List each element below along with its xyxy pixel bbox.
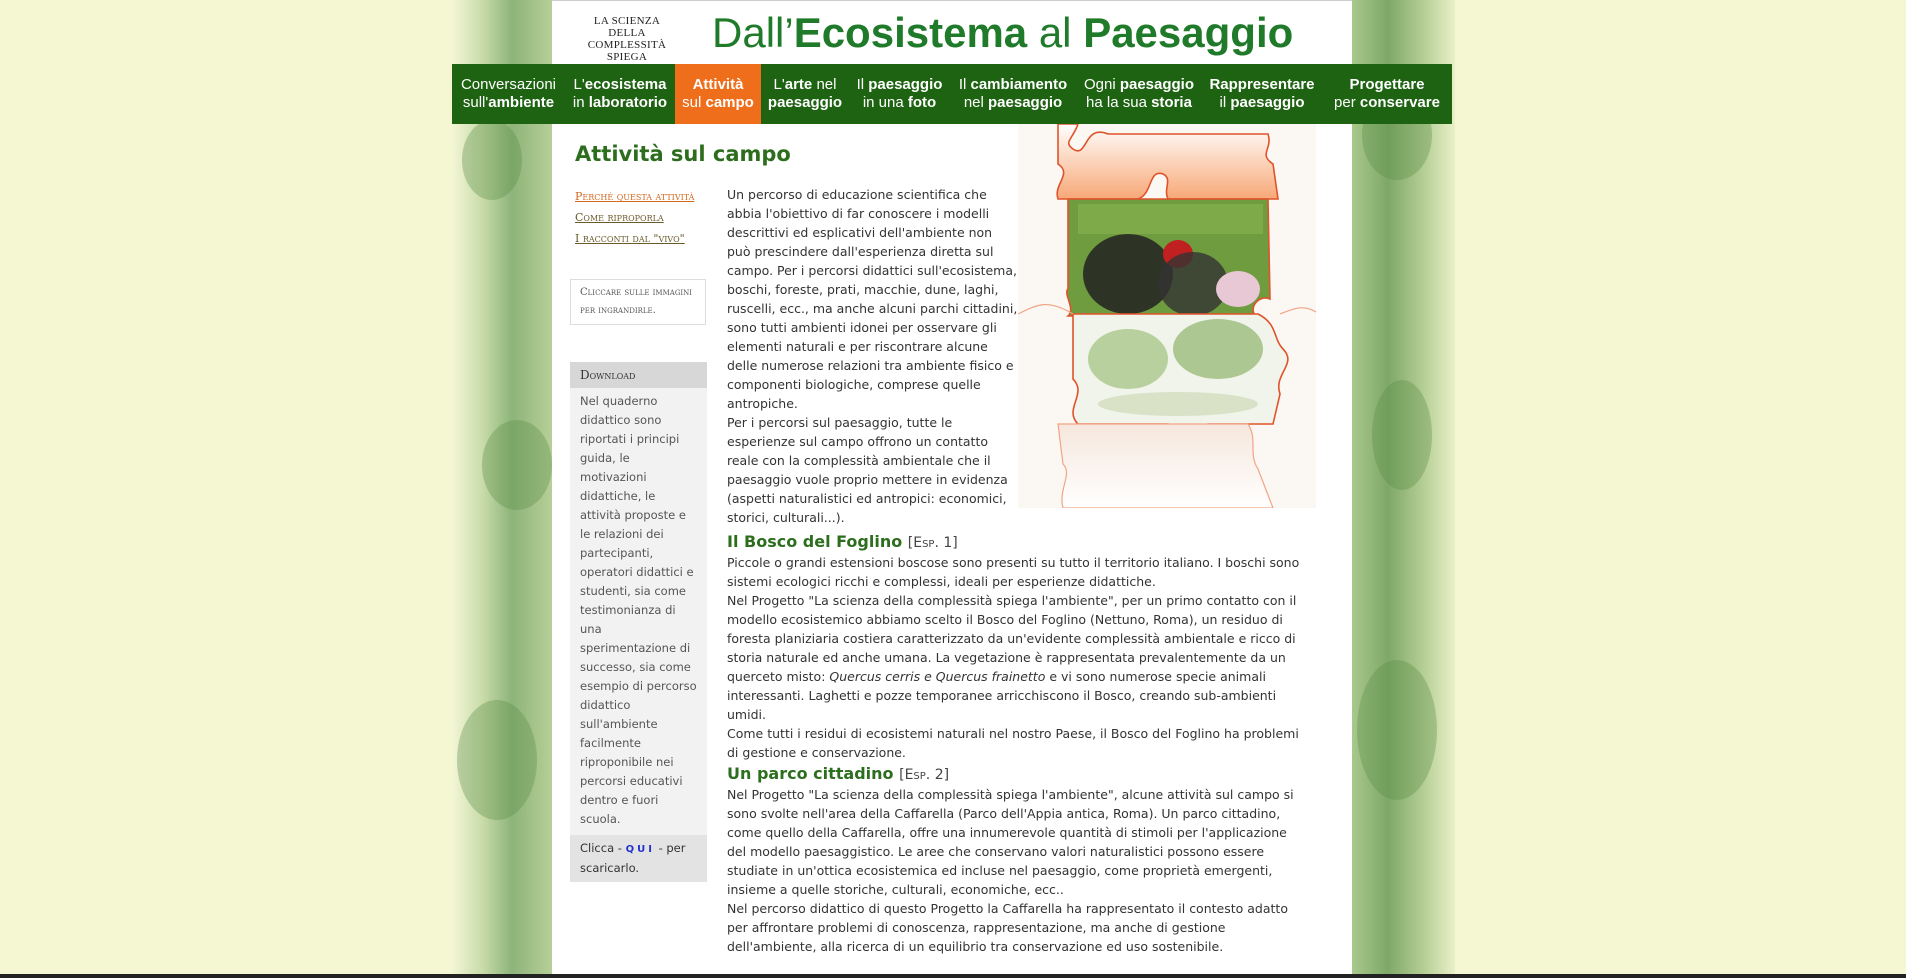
logo-line: SPIEGA: [606, 51, 648, 63]
puzzle-piece-bottom: [1058, 424, 1273, 508]
intro-paragraph: Un percorso di educazione scientifica che abbia l'obiettivo di far conoscere i modelli descrittivi ed esplicativi dell'ambiente non può prescindere dall'esperienza diretta sul campo. Per i percorsi didattici sull'ecosistema, boschi, foreste, prati, macchie, dune, laghi, ruscelli, ecc., ma anche alcuni parchi cittadini, sono tutti ambienti idonei per osservare gli elementi naturali e per riscontrare alcune delle numerose relazioni tra ambiente fisico e componenti biologiche, comprese quelle antropiche.: [727, 187, 1018, 411]
left-background-decoration: [452, 0, 555, 978]
section-text: e vi sono numerose specie animali interessanti. Laghetti e pozze temporanee arricchiscono il Bosco, creando sub-ambienti umidi.: [727, 669, 1277, 722]
nav-label-bold: cambiamento: [970, 76, 1068, 93]
download-box: [570, 362, 707, 882]
section-paragraph: Come tutti i residui di ecosistemi naturali nel nostro Paese, il Bosco del Foglino ha problemi di gestione e conservazione.: [727, 726, 1299, 760]
section-title: Il Bosco del Foglino: [727, 532, 903, 551]
nav-label: in: [572, 94, 589, 111]
nav-label: il: [1219, 94, 1231, 111]
nav-item-storia[interactable]: [1076, 64, 1202, 124]
site-title-part: Paesaggio: [1083, 9, 1294, 56]
bottom-edge: [0, 974, 1906, 978]
section-esp-tag: [Esp. 2]: [899, 767, 950, 783]
site-title-part: Dall’: [712, 9, 794, 56]
nav-item-arte[interactable]: [761, 64, 849, 124]
link-come-riproporla[interactable]: Come riproporla: [575, 211, 664, 224]
nav-label: nel: [812, 76, 837, 93]
section-paragraph: Nel percorso didattico di questo Progetto la Caffarella ha rappresentato il contesto adatto per affrontare problemi di conoscenza, rappresentazione, ma anche di gestione dell'ambiente, alla ricerca di un equilibrio tra conservazione ed uso sostenibile.: [727, 901, 1288, 954]
right-background-decoration: [1352, 0, 1455, 978]
section-paragraph: Piccole o grandi estensioni boscose sono presenti su tutto il territorio italiano. I boschi sono sistemi ecologici ricchi e complessi, ideali per esperienze didattiche.: [727, 555, 1300, 589]
nav-label-bold: foto: [907, 94, 937, 111]
nav-label-bold: paesaggio: [1119, 76, 1195, 93]
nav-label: sul: [682, 94, 706, 111]
page-title: Attività sul campo: [575, 142, 791, 166]
nav-label-bold: Attività: [692, 76, 744, 93]
section-esp-tag: [Esp. 1]: [907, 535, 958, 551]
section-heading: [727, 764, 1307, 785]
nav-label-bold: campo: [705, 94, 754, 111]
download-link[interactable]: QUI: [625, 844, 655, 855]
nav-label-bold: paesaggio: [1230, 94, 1305, 111]
nav-label: Il: [958, 76, 971, 93]
download-text: - per scaricarlo.: [580, 841, 686, 875]
nav-item-conversazioni[interactable]: [452, 64, 565, 124]
nav-label-bold: arte: [784, 76, 813, 93]
nav-label-bold: Progettare: [1349, 76, 1425, 93]
nav-label-bold: Rappresentare: [1209, 76, 1315, 93]
link-racconti-vivo[interactable]: I racconti dal "vivo": [575, 232, 685, 245]
nav-label: L': [573, 76, 585, 93]
page-container: [460, 0, 1440, 974]
species-names: Quercus cerris e Quercus frainetto: [829, 669, 1046, 684]
nav-label: in una: [862, 94, 908, 111]
site-title-part: Ecosistema: [793, 9, 1028, 56]
section-heading: [727, 532, 1307, 553]
nav-label: nel: [963, 94, 988, 111]
section-bosco-foglino: [727, 532, 1307, 762]
nav-label: ha la sua: [1086, 94, 1152, 111]
section-paragraph: [727, 591, 1307, 724]
nav-label: Ogni: [1083, 76, 1120, 93]
site-title[interactable]: [712, 9, 1293, 57]
nav-label-bold: paesaggio: [767, 94, 843, 111]
main-navigation: [452, 64, 1452, 124]
section-paragraph: Nel Progetto "La scienza della complessità spiega l'ambiente", alcune attività sul campo si sono svolte nell'area della Caffarella (Parco dell'Appia antica, Roma). Un parco cittadino, come quello della Caffarella, offre una innumerevole quantità di stimoli per l'applicazione del modello paesaggistico. Le aree che conservano valori naturalistici possono essere studiate in un'ottica ecosistemica ed incluse nel paesaggio, come proprietà emergenti, insieme a quelle storiche, culturali, economiche, ecc..: [727, 787, 1294, 897]
nav-item-cambiamento[interactable]: [950, 64, 1076, 124]
section-parco-cittadino: [727, 764, 1307, 956]
site-header: [552, 0, 1352, 65]
section-text: Nel Progetto "La scienza della complessità spiega l'ambiente", per un primo contatto con il modello ecosistemico abbiamo scelto il Bosco del Foglino (Nettuno, Roma), un residuo di foresta planiziaria costiera caratterizzato da un'evidente complessità ambientale e ricco di storia naturale ed anche umana. La vegetazione è rappresentata prevalentemente da un querceto misto:: [727, 593, 1297, 684]
intro-paragraph: Per i percorsi sul paesaggio, tutte le esperienze sul campo offrono un contatto reale con la complessità ambientale che il paesaggio vuole proprio mettere in evidenza (aspetti naturalistici ed antropici: economici, storici, culturali...).: [727, 415, 1008, 525]
download-text: Clicca -: [580, 841, 626, 855]
nav-label-bold: paesaggio: [988, 94, 1063, 111]
nav-item-rappresentare[interactable]: [1202, 64, 1322, 124]
section-title: Un parco cittadino: [727, 764, 894, 783]
logo-line: LA SCIENZA: [593, 15, 661, 27]
nav-label-bold: storia: [1151, 94, 1192, 111]
nav-label: per: [1334, 94, 1360, 111]
nav-label: Il: [856, 76, 869, 93]
puzzle-photo-collage[interactable]: [1018, 124, 1316, 508]
nav-label-bold: ambiente: [488, 94, 555, 111]
intro-text: [727, 185, 1019, 527]
nav-item-ecosistema[interactable]: [565, 64, 675, 124]
nav-label: Conversazioni: [460, 76, 557, 93]
nav-label-bold: paesaggio: [868, 76, 943, 93]
nav-label-bold: ecosistema: [584, 76, 667, 93]
nav-label-bold: laboratorio: [588, 94, 668, 111]
nav-item-attivita[interactable]: [675, 64, 761, 124]
site-title-part: al: [1027, 9, 1084, 56]
link-perche-attivita[interactable]: Perché questa attività: [575, 190, 695, 203]
nav-item-progettare[interactable]: [1322, 64, 1452, 124]
logo-line: DELLA COMPLESSITÀ: [587, 27, 667, 51]
download-title: Download: [570, 362, 707, 388]
side-links: [575, 186, 694, 249]
nav-label: L': [773, 76, 785, 93]
download-description: Nel quaderno didattico sono riportati i principi guida, le motivazioni didattiche, le attività proposte e le relazioni dei partecipanti, operatori didattici e studenti, sia come testimonianza di una sperimentazione di successo, sia come esempio di percorso didattico sull'ambiente facilmente riproponibile nei percorsi educativi dentro e fuori scuola.: [570, 388, 707, 835]
nav-label-bold: conservare: [1359, 94, 1440, 111]
nav-item-foto[interactable]: [849, 64, 950, 124]
download-footer: [570, 835, 707, 882]
image-hint-box: Cliccare sulle immagini per ingrandirle.: [570, 279, 706, 325]
nav-label: sull': [462, 94, 489, 111]
